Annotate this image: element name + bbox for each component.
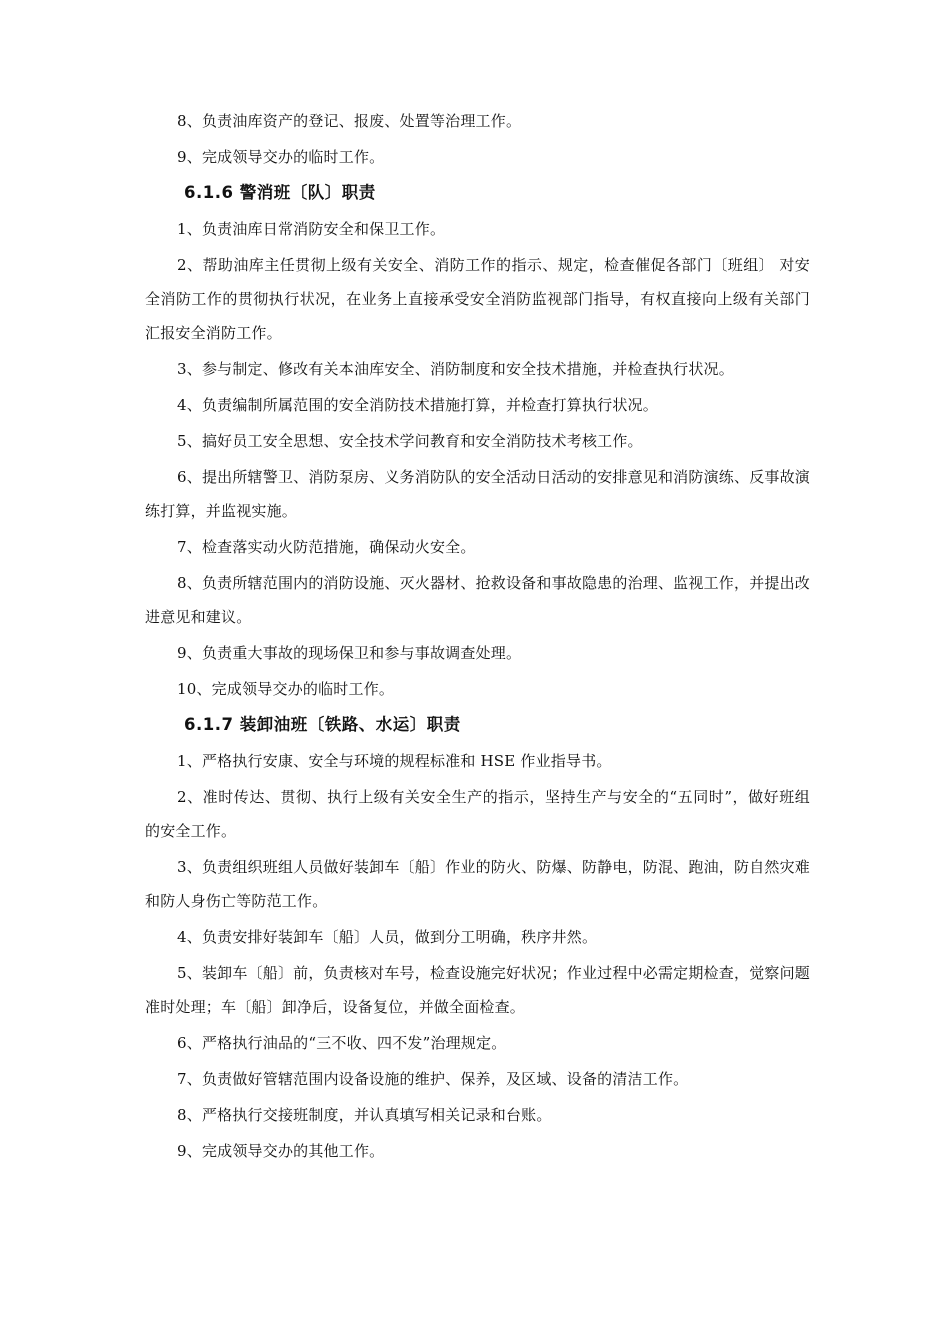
paragraph: 6、提出所辖警卫、消防泵房、义务消防队的安全活动日活动的安排意见和消防演练、反事故演练打算，并监视实施。: [145, 468, 810, 520]
paragraph: 3、参与制定、修改有关本油库安全、消防制度和安全技术措施，并检查执行状况。: [177, 360, 734, 378]
paragraph: 6、严格执行油品的“三不收、四不发”治理规定。: [177, 1034, 507, 1052]
paragraph: 4、负责安排好装卸车〔船〕人员，做到分工明确，秩序井然。: [177, 928, 598, 946]
paragraph: 9、完成领导交办的临时工作。: [177, 148, 385, 166]
paragraph: 5、搞好员工安全思想、安全技术学问教育和安全消防技术考核工作。: [177, 432, 643, 450]
paragraph: 5、装卸车〔船〕前，负责核对车号，检查设施完好状况；作业过程中必需定期检查，觉察问题准时处理；车〔船〕卸净后，设备复位，并做全面检查。: [145, 964, 810, 1016]
paragraph: 3、负责组织班组人员做好装卸车〔船〕作业的防火、防爆、防静电，防混、跑油，防自然灾难和防人身伤亡等防范工作。: [145, 858, 810, 910]
paragraph: 7、负责做好管辖范围内设备设施的维护、保养，及区域、设备的清洁工作。: [177, 1070, 689, 1088]
paragraph: 9、完成领导交办的其他工作。: [177, 1142, 385, 1160]
paragraph: 1、严格执行安康、安全与环境的规程标准和 HSE 作业指导书。: [177, 752, 612, 770]
paragraph: 8、负责所辖范围内的消防设施、灭火器材、抢救设备和事故隐患的治理、监视工作，并提出改进意见和建议。: [145, 574, 810, 626]
paragraph: 10、完成领导交办的临时工作。: [177, 680, 395, 698]
paragraph: 8、严格执行交接班制度，并认真填写相关记录和台账。: [177, 1106, 552, 1124]
paragraph: 1、负责油库日常消防安全和保卫工作。: [177, 220, 446, 238]
paragraph: 7、检查落实动火防范措施，确保动火安全。: [177, 538, 476, 556]
document-body: [145, 104, 810, 1170]
paragraph: 2、帮助油库主任贯彻上级有关安全、消防工作的指示、规定，检查催促各部门〔班组〕 对安全消防工作的贯彻执行状况，在业务上直接承受安全消防监视部门指导，有权直接向上级有关部门汇报安全消防工作。: [145, 256, 810, 342]
section-heading: 6.1.6 警消班〔队〕职责: [184, 183, 376, 202]
paragraph: 2、准时传达、贯彻、执行上级有关安全生产的指示，坚持生产与安全的“五同时”，做好班组的安全工作。: [145, 788, 810, 840]
paragraph: 4、负责编制所属范围的安全消防技术措施打算，并检查打算执行状况。: [177, 396, 658, 414]
section-heading: 6.1.7 装卸油班〔铁路、水运〕职责: [184, 715, 461, 734]
paragraph: 8、负责油库资产的登记、报废、处置等治理工作。: [177, 112, 522, 130]
paragraph: 9、负责重大事故的现场保卫和参与事故调查处理。: [177, 644, 522, 662]
